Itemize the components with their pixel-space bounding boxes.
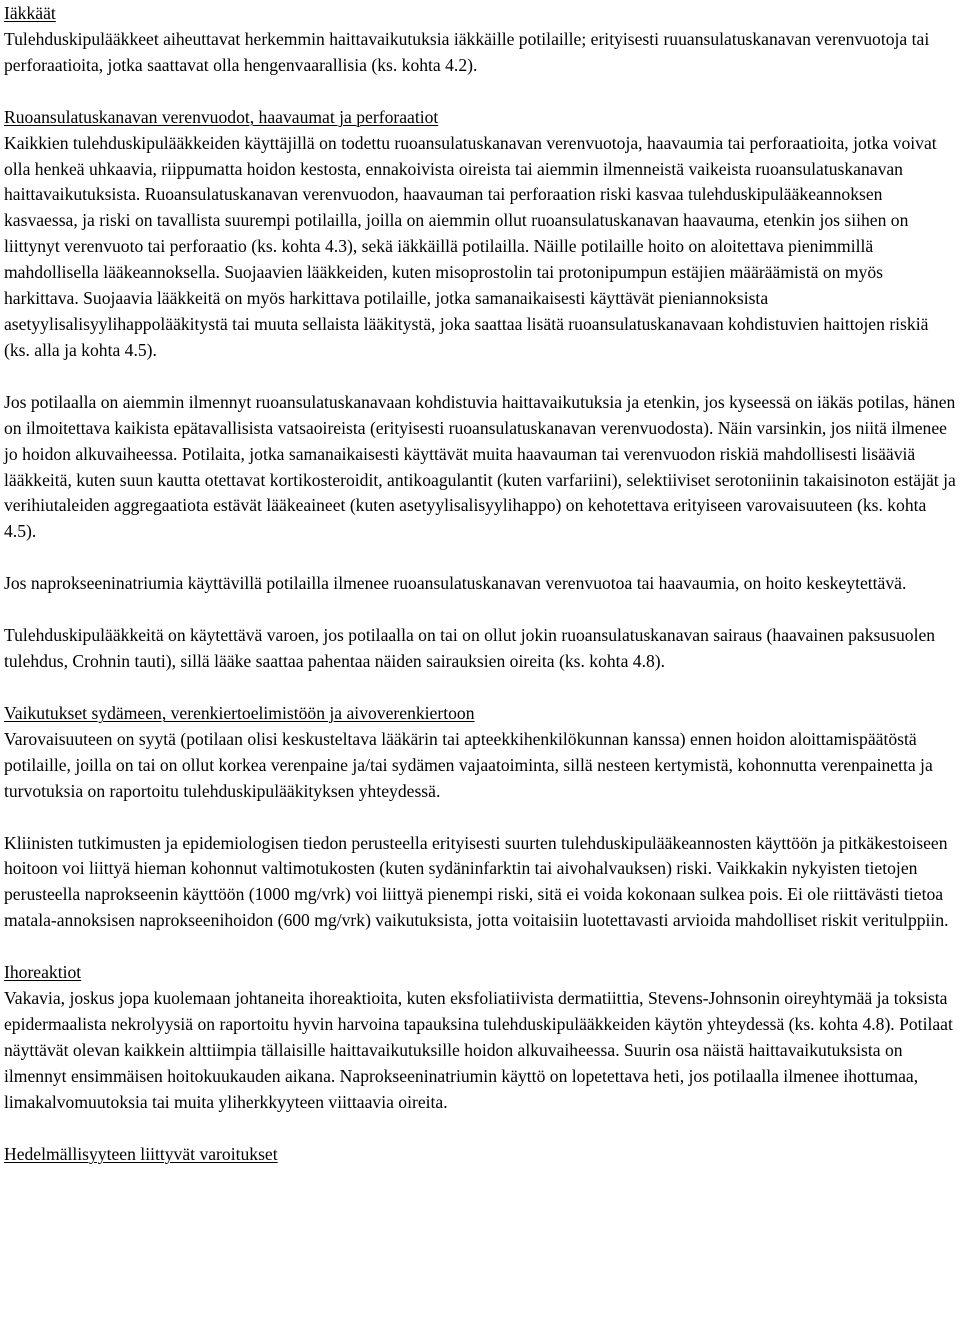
section-heading-sydan: Vaikutukset sydämeen, verenkiertoelimistöön ja aivoverenkiertoon bbox=[4, 702, 475, 723]
paragraph-spacer bbox=[4, 545, 956, 571]
paragraph-sydan-2: Kliinisten tutkimusten ja epidemiologisen tiedon perusteella erityisesti suurten tulehduskipulääkeannosten käyttöön ja pitkäkestoiseen hoitoon voi liittyä hieman kohonnut valtimotukosten (kuten sydäninfarktin tai aivohalvauksen) riski. Vaikkakin nykyisten tietojen perusteella naprokseenin käyttöön (1000 mg/vrk) voi liittyä pienempi riski, sitä ei voida kokonaan sulkea pois. Ei ole riittävästi tietoa matala-annoksisen naprokseenihoidon (600 mg/vrk) vaikutuksista, jotta voitaisiin luotettavasti arvioida mahdolliset riskit veritulppiin. bbox=[4, 832, 949, 931]
paragraph-sydan-1: Varovaisuuteen on syytä (potilaan olisi keskusteltava lääkärin tai apteekkihenkilökunnan kanssa) ennen hoidon aloittamispäätöstä potilaille, joilla on tai on ollut korkea verenpaine ja/tai sydämen vajaatoiminta, sillä nesteen kertymistä, kohonnutta verenpainetta ja turvotuksia on raportoitu tulehduskipulääkityksen yhteydessä. bbox=[4, 728, 933, 801]
paragraph-spacer bbox=[4, 364, 956, 390]
section-heading-iakkaat: Iäkkäät bbox=[4, 3, 56, 23]
paragraph-spacer bbox=[4, 675, 956, 701]
section-heading-ruoansulatus: Ruoansulatuskanavan verenvuodot, haavaumat ja perforaatiot bbox=[4, 106, 439, 127]
paragraph-spacer bbox=[4, 805, 956, 831]
paragraph-spacer bbox=[4, 597, 956, 623]
paragraph-spacer bbox=[4, 1116, 956, 1142]
paragraph-ruoansulatus-3: Jos naprokseeninatriumia käyttävillä potilailla ilmenee ruoansulatuskanavan verenvuotoa tai haavaumia, on hoito keskeytettävä. bbox=[4, 573, 907, 594]
paragraph-iho-1: Vakavia, joskus jopa kuolemaan johtaneita ihoreaktioita, kuten eksfoliatiivista dermatiittia, Stevens-Johnsonin oireyhtymää ja toksista epidermaalista nekrolyysiä on raportoitu hyvin harvoina tapauksina tulehduskipulääkkeiden käytön yhteydessä (ks. kohta 4.8). Potilaat näyttävät olevan kaikkein alttiimpia tällaisille haittavaikutuksille hoidon alkuvaiheessa. Suurin osa näistä haittavaikutuksista on ilmennyt ensimmäisen hoitokuukauden aikana. Naprokseeninatriumin käyttö on lopetettava heti, jos potilaalla ilmenee ihottumaa, limakalvomuutoksia tai muita yliherkkyyteen viittaavia oireita. bbox=[4, 988, 953, 1112]
paragraph-iakkaat-1: Tulehduskipulääkkeet aiheuttavat herkemmin haittavaikutuksia iäkkäille potilaille; erityisesti ruuansulatuskanavan verenvuotoja tai perforaatioita, jotka saattavat olla hengenvaarallisia (ks. kohta 4.2). bbox=[4, 28, 930, 75]
paragraph-spacer bbox=[4, 79, 956, 105]
paragraph-ruoansulatus-1: Kaikkien tulehduskipulääkkeiden käyttäjillä on todettu ruoansulatuskanavan verenvuotoja, haavaumia tai perforaatioita, jotka voivat olla henkeä uhkaavia, riippumatta hoidon kestosta, ennakoivista oireista tai aiemmin ilmenneistä vaikeista ruoansulatuskanavan haittavaikutuksista. Ruoansulatuskanavan verenvuodon, haavauman tai perforaation riski kasvaa tulehduskipulääkeannoksen kasvaessa, ja riski on tavallista suurempi potilailla, joilla on aiemmin ollut ruoansulatuskanavan haavauma, etenkin jos siihen on liittynyt verenvuoto tai perforaatio (ks. kohta 4.3), sekä iäkkäillä potilailla. Näille potilaille hoito on aloitettava pienimmillä mahdollisella lääkeannoksella. Suojaavien lääkkeiden, kuten misoprostolin tai protonipumpun estäjien määräämistä on myös harkittava. Suojaavia lääkkeitä on myös harkittava potilaille, jotka samanaikaisesti käyttävät pieniannoksista asetyylisalisyylihappolääkitystä tai muuta sellaista lääkitystä, joka saattaa lisätä ruoansulatuskanavaan kohdistuvien haittojen riskiä (ks. alla ja kohta 4.5). bbox=[4, 132, 937, 360]
section-heading-iho: Ihoreaktiot bbox=[4, 962, 82, 983]
document-body bbox=[4, 1, 956, 1168]
paragraph-ruoansulatus-2: Jos potilaalla on aiemmin ilmennyt ruoansulatuskanavaan kohdistuvia haittavaikutuksia ja etenkin, jos kyseessä on iäkäs potilas, hänen on ilmoitettava kaikista epätavallisista vatsaoireista (erityisesti ruoansulatuskanavan verenvuodosta). Näin varsinkin, jos niitä ilmenee jo hoidon alkuvaiheessa. Potilaita, jotka samanaikaisesti käyttävät muita haavauman tai verenvuodon riskiä mahdollisesti lisääviä lääkkeitä, kuten suun kautta otettavat kortikosteroidit, antikoagulantit (kuten varfariini), selektiiviset serotoniinin takaisinoton estäjät ja verihiutaleiden aggregaatiota estävät lääkeaineet (kuten asetyylisalisyylihappo) on kehotettava erityiseen varovaisuuteen (ks. kohta 4.5). bbox=[4, 391, 956, 542]
section-heading-hedelmallisyys: Hedelmällisyyteen liittyvät varoitukset bbox=[4, 1143, 278, 1164]
paragraph-spacer bbox=[4, 934, 956, 960]
paragraph-ruoansulatus-4: Tulehduskipulääkkeitä on käytettävä varoen, jos potilaalla on tai on ollut jokin ruoansulatuskanavan sairaus (haavainen paksusuolen tulehdus, Crohnin tauti), sillä lääke saattaa pahentaa näiden sairauksien oireita (ks. kohta 4.8). bbox=[4, 625, 936, 672]
